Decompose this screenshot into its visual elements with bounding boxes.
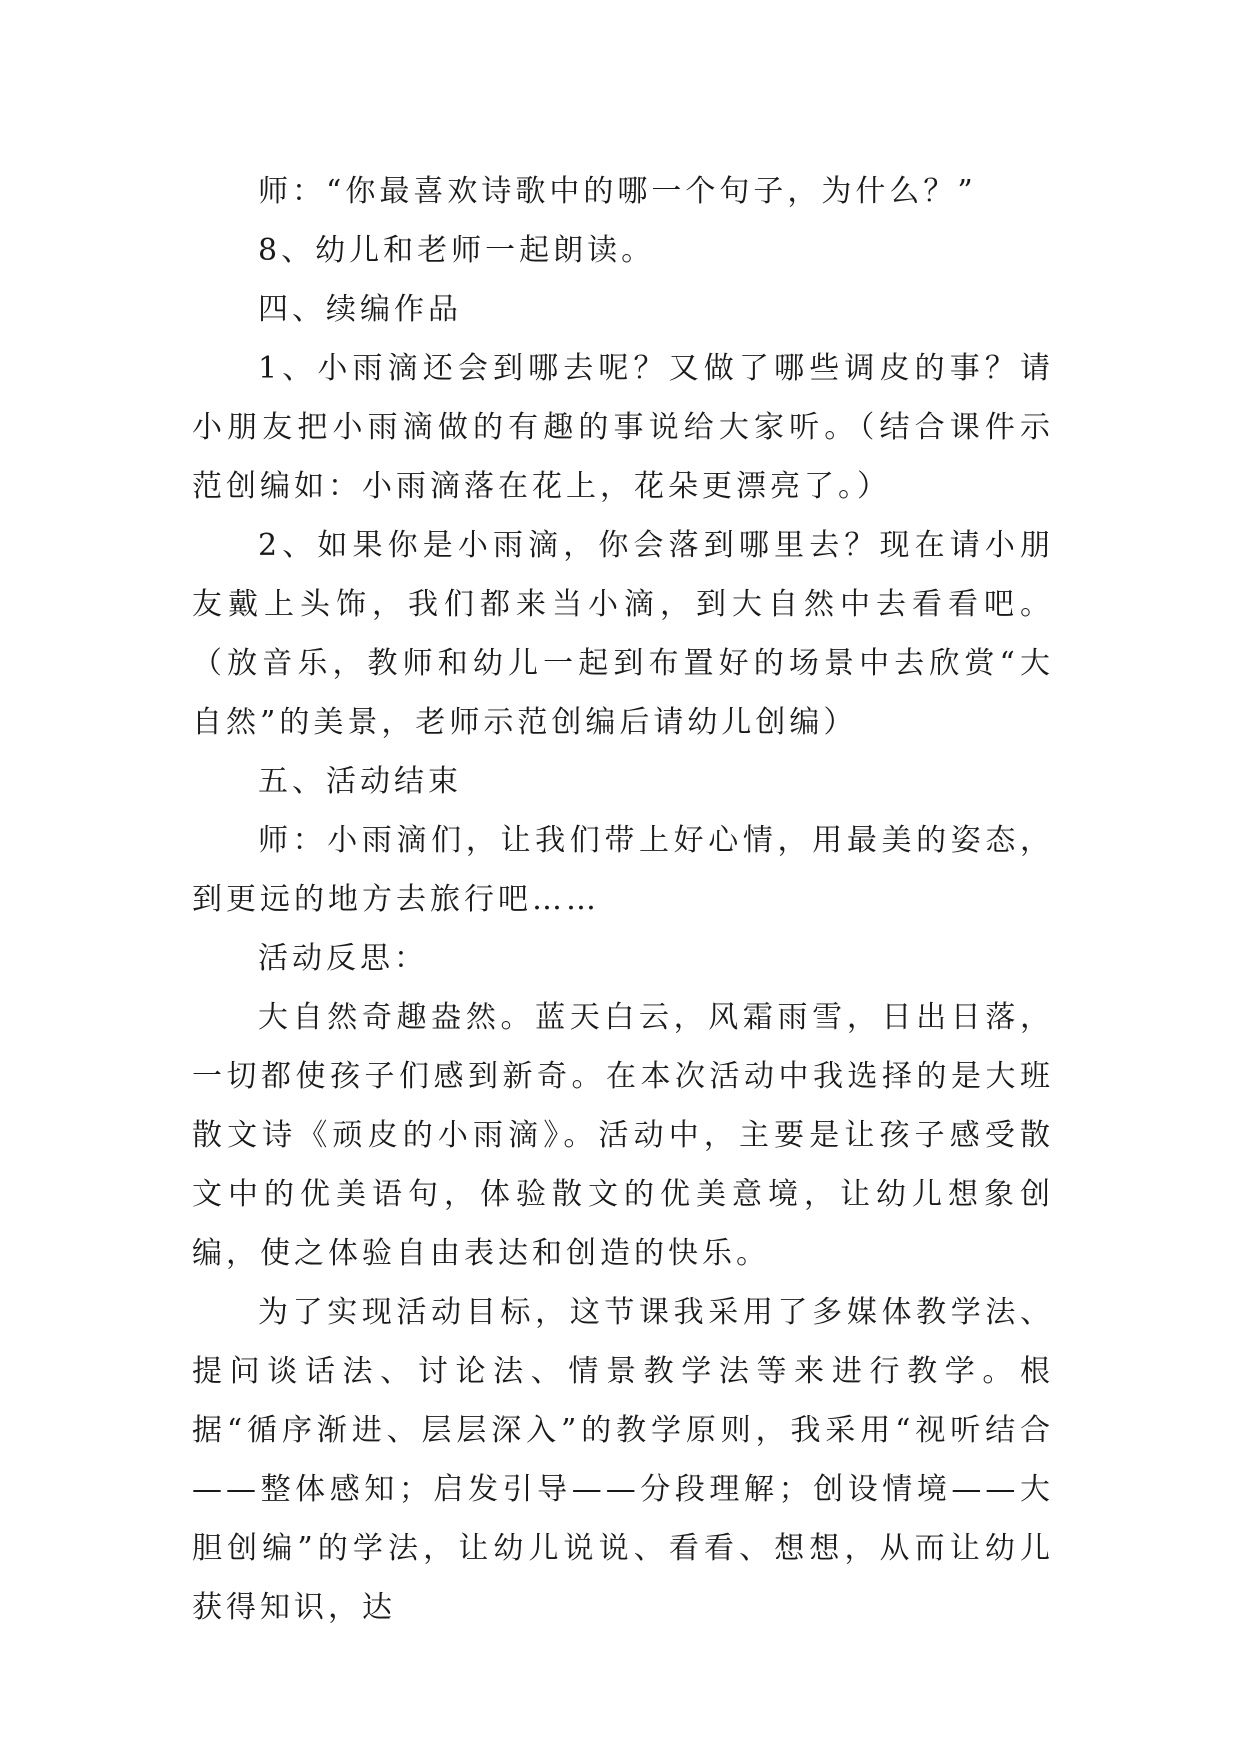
paragraph-read-together: 8、幼儿和老师一起朗读。: [258, 233, 656, 268]
paragraph-if-you-were-raindrop: 2、如果你是小雨滴，你会落到哪里去？现在请小朋友戴上头饰，我们都来当小滴，到大自然中去看看吧。（放音乐，教师和幼儿一起到布置好的场景中去欣赏“大自然”的美景，老师示范创编后请幼儿创编）: [192, 528, 1054, 740]
paragraph-teacher-closing: 师：小雨滴们，让我们带上好心情，用最美的姿态，到更远的地方去旅行吧……: [192, 823, 1054, 917]
document-body: [192, 162, 1054, 1637]
section-heading-continue: 四、续编作品: [258, 292, 462, 327]
paragraph-teacher-question: 师：“你最喜欢诗歌中的哪一个句子，为什么？”: [258, 174, 977, 209]
paragraph-raindrop-where: 1、小雨滴还会到哪去呢？又做了哪些调皮的事？请小朋友把小雨滴做的有趣的事说给大家听。（结合课件示范创编如：小雨滴落在花上，花朵更漂亮了。）: [192, 351, 1054, 504]
section-heading-activity-end: 五、活动结束: [258, 764, 462, 799]
paragraph-reflection-methods: 为了实现活动目标，这节课我采用了多媒体教学法、提问谈话法、讨论法、情景教学法等来进行教学。根据“循序渐进、层层深入”的教学原则，我采用“视听结合——整体感知；启发引导——分段理解；创设情境——大胆创编”的学法，让幼儿说说、看看、想想，从而让幼儿获得知识，达: [192, 1295, 1054, 1625]
paragraph-reflection-nature: 大自然奇趣盎然。蓝天白云，风霜雨雪，日出日落，一切都使孩子们感到新奇。在本次活动中我选择的是大班散文诗《顽皮的小雨滴》。活动中，主要是让孩子感受散文中的优美语句，体验散文的优美意境，让幼儿想象创编，使之体验自由表达和创造的快乐。: [192, 1000, 1054, 1271]
section-heading-reflection: 活动反思：: [258, 941, 428, 976]
